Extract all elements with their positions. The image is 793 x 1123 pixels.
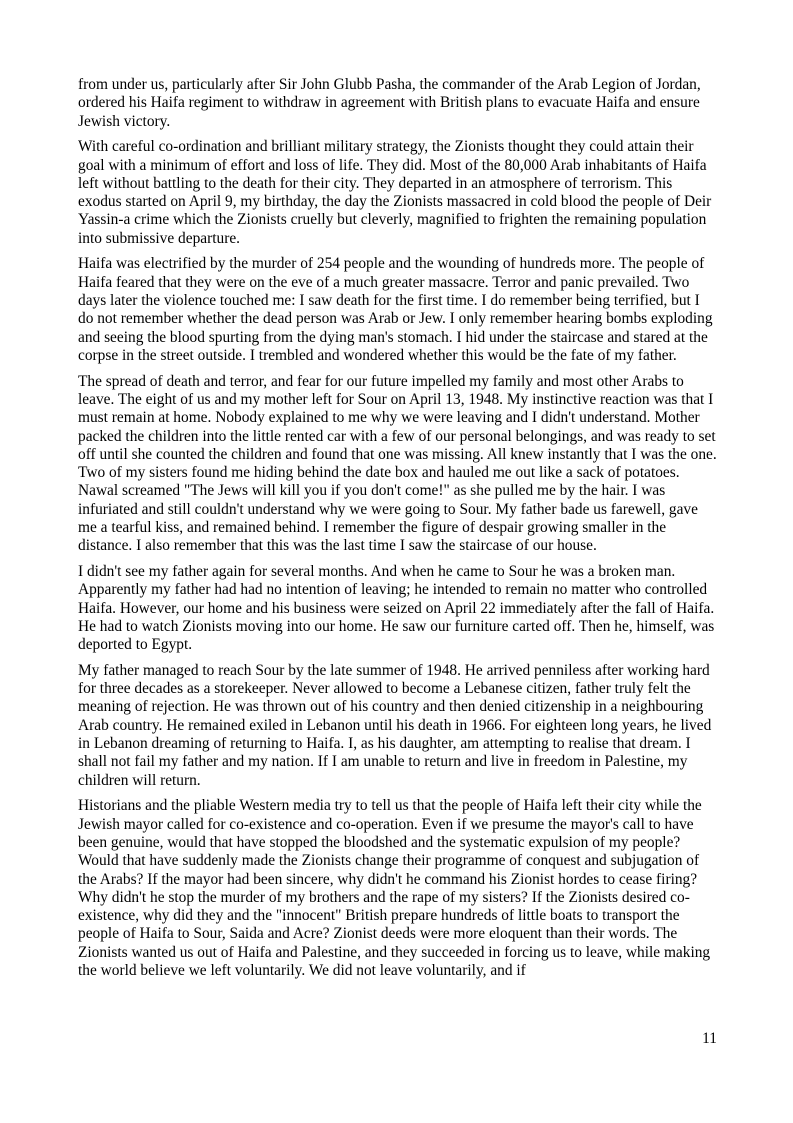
paragraph-4: The spread of death and terror, and fear for our future impelled my family and most other Arabs to leave. The eight of us and my mother left for Sour on April 13, 1948. My instinctive reaction was that I must remain at home. Nobody explained to me why we were leaving and I didn't understand. Mother packed the children into the little rented car with a few of our personal belongings, and was ready to set off until she counted the children and found that one was missing. All knew instantly that I was the one. Two of my sisters found me hiding behind the date box and hauled me out like a sack of potatoes. Nawal screamed "The Jews will kill you if you don't come!" as she pulled me by the hair. I was infuriated and still couldn't understand why we were going to Sour. My father bade us farewell, gave me a tearful kiss, and remained behind. I remember the figure of despair growing smaller in the distance. I also remember that this was the last time I saw the staircase of our house. xyxy=(78,372,717,555)
paragraph-1: from under us, particularly after Sir John Glubb Pasha, the commander of the Arab Legion of Jordan, ordered his Haifa regiment to withdraw in agreement with British plans to evacuate Haifa and ensure Jewish victory. xyxy=(78,76,701,130)
paragraph-2: With careful co-ordination and brilliant military strategy, the Zionists thought they could attain their goal with a minimum of effort and loss of life. They did. Most of the 80,000 Arab inhabitants of Haifa left without battling to the death for their city. They departed in an atmosphere of terrorism. This exodus started on April 9, my birthday, the day the Zionists massacred in cold blood the people of Deir Yassin-a crime which the Zionists cruelly but cleverly, magnified to frighten the remaining population into submissive departure. xyxy=(78,138,712,247)
paragraph-6: My father managed to reach Sour by the late summer of 1948. He arrived penniless after working hard for three decades as a storekeeper. Never allowed to become a Lebanese citizen, father truly felt the meaning of rejection. He was thrown out of his country and then denied citizenship in a neighbouring Arab country. He remained exiled in Lebanon until his death in 1966. For eighteen long years, he lived in Lebanon dreaming of returning to Haifa. I, as his daughter, am attempting to realise that dream. I shall not fail my father and my nation. If I am unable to return and live in freedom in Palestine, my children will return. xyxy=(78,661,712,789)
page-number: 11 xyxy=(702,1030,717,1047)
paragraph-5: I didn't see my father again for several months. And when he came to Sour he was a broken man. Apparently my father had had no intention of leaving; he intended to remain no matter who controlled Haifa. However, our home and his business were seized on April 22 immediately after the fall of Haifa. He had to watch Zionists moving into our home. He saw our furniture carted off. Then he, himself, was deported to Egypt. xyxy=(78,562,715,654)
document-body xyxy=(78,76,718,988)
paragraph-3: Haifa was electrified by the murder of 254 people and the wounding of hundreds more. The people of Haifa feared that they were on the eve of a much greater massacre. Terror and panic prevailed. Two days later the violence touched me: I saw death for the first time. I do remember being terrified, but I do not remember whether the dead person was Arab or Jew. I only remember hearing bombs exploding and seeing the blood spurting from the dying man's stomach. I hid under the staircase and stared at the corpse in the street outside. I trembled and wondered whether this would be the fate of my father. xyxy=(78,255,713,364)
paragraph-7: Historians and the pliable Western media try to tell us that the people of Haifa left their city while the Jewish mayor called for co-existence and co-operation. Even if we presume the mayor's call to have been genuine, would that have stopped the bloodshed and the systematic expulsion of my people? Would that have suddenly made the Zionists change their programme of conquest and subjugation of the Arabs? If the mayor had been sincere, why didn't he command his Zionist hordes to cease firing? Why didn't he stop the murder of my brothers and the rape of my sisters? If the Zionists desired co-existence, why did they and the "innocent" British prepare hundreds of little boats to transport the people of Haifa to Sour, Saida and Acre? Zionist deeds were more eloquent than their words. The Zionists wanted us out of Haifa and Palestine, and they succeeded in forcing us to leave, while making the world believe we left voluntarily. We did not leave voluntarily, and if xyxy=(78,797,711,979)
